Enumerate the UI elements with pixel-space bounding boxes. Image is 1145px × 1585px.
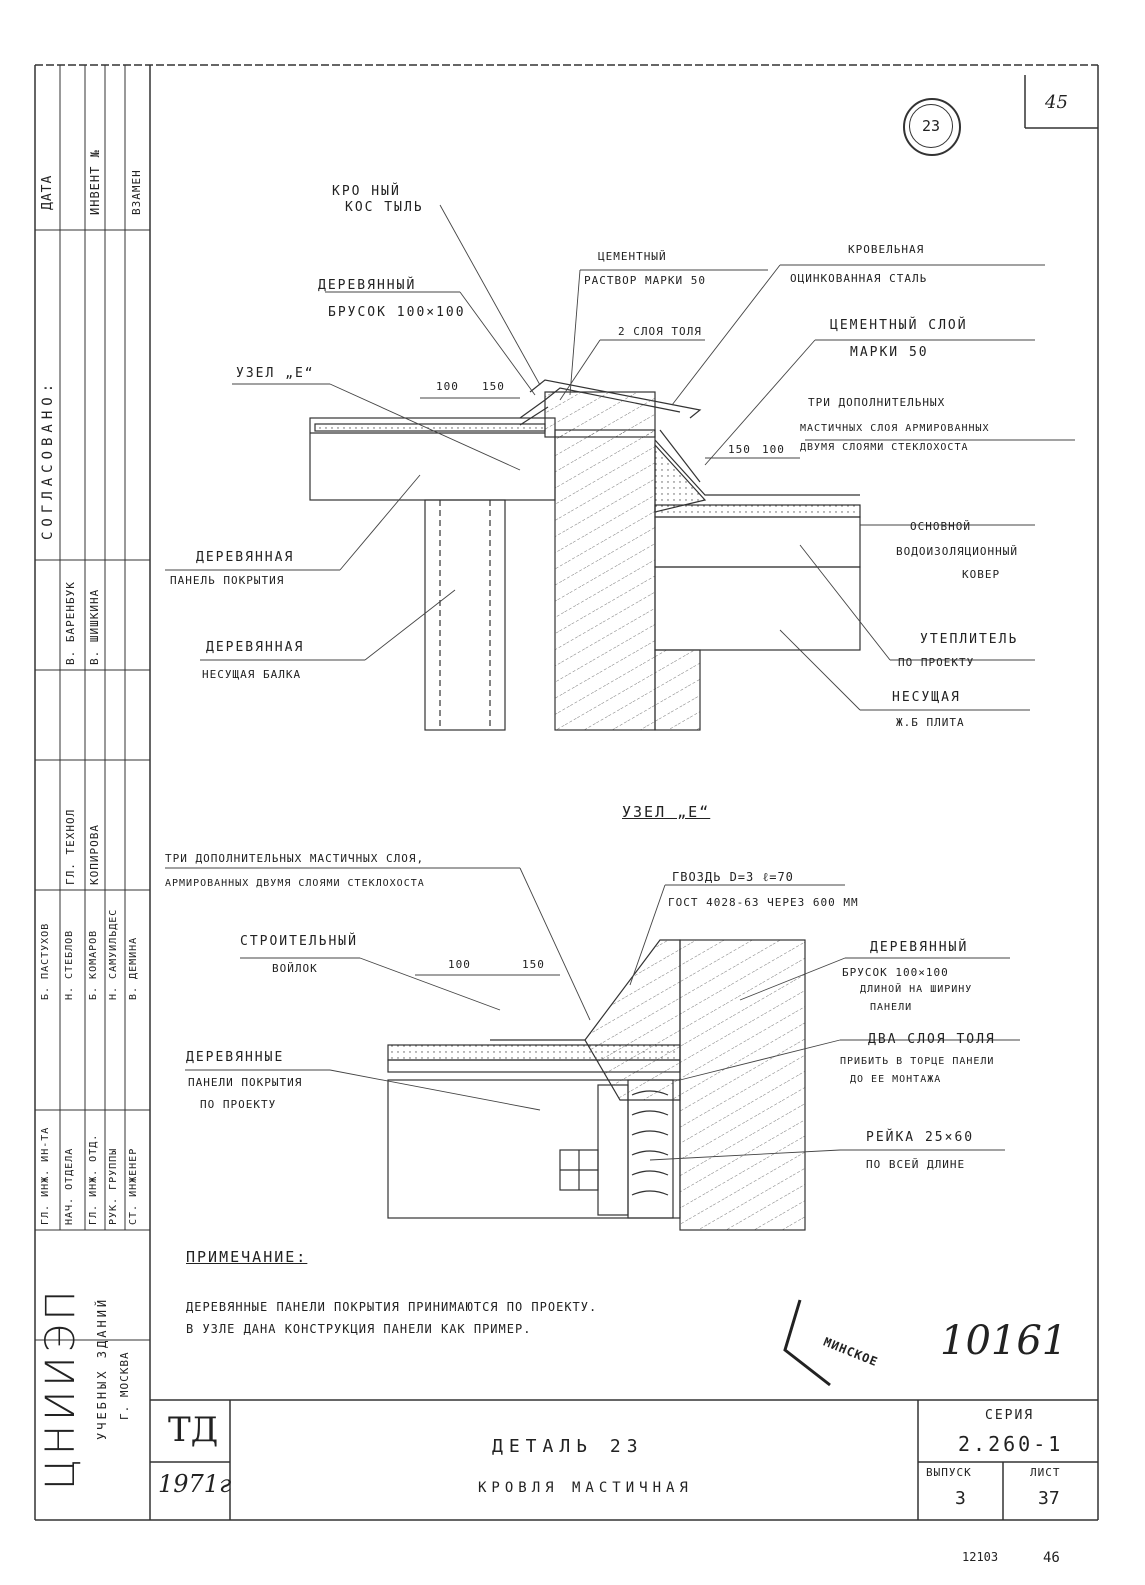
node-e-reyka-2: ПО ВСЕЙ ДЛИНЕ <box>866 1158 966 1171</box>
label-nesushchaya-2: Ж.Б ПЛИТА <box>896 716 965 729</box>
year-label: 1971г <box>158 1470 232 1498</box>
note-title: ПРИМЕЧАНИЕ: <box>186 1248 308 1266</box>
node-e-voylok-1: СТРОИТЕЛЬНЫЙ <box>240 934 358 949</box>
strip-signer-3: Б. КОМАРОВ <box>88 929 99 1000</box>
label-krov-stal-2: ОЦИНКОВАННАЯ СТАЛЬ <box>790 272 928 285</box>
node-e-dim-150: 150 <box>522 958 545 971</box>
label-kostyl-2: КОС ТЫЛЬ <box>345 200 424 215</box>
td-label: ТД <box>168 1410 219 1450</box>
strip-name-2: В. ШИШКИНА <box>88 588 101 665</box>
dim-100-left: 100 <box>436 380 459 393</box>
strip-extra-1: ГЛ. ТЕХНОЛ <box>64 808 77 885</box>
org-sub-2: Г. МОСКВА <box>118 1351 131 1420</box>
org-logo: ЦНИИЭП <box>38 1286 84 1490</box>
vypusk-label: ВЫПУСК <box>926 1466 972 1479</box>
strip-signer-2: Н. СТЕБЛОВ <box>64 929 75 1000</box>
label-krov-stal-1: КРОВЕЛЬНАЯ <box>848 243 925 256</box>
label-tri-dop-1: ТРИ ДОПОЛНИТЕЛЬНЫХ <box>808 396 946 409</box>
node-e-gvozd-1: ГВОЗДЬ D=3 ℓ=70 <box>672 870 794 884</box>
label-tri-dop-2: МАСТИЧНЫХ СЛОЯ АРМИРОВАННЫХ <box>800 423 990 434</box>
detail-title: ДЕТАЛЬ 23 <box>492 1436 644 1457</box>
strip-name-1: В. БАРЕНБУК <box>64 581 77 665</box>
label-balka-1: ДЕРЕВЯННАЯ <box>206 640 305 655</box>
label-nesushchaya-1: НЕСУЩАЯ <box>892 690 961 705</box>
strip-signer-5: В. ДЕМИНА <box>128 936 139 1000</box>
strip-role-4: РУК. ГРУППЫ <box>108 1147 119 1225</box>
strip-role-5: СТ. ИНЖЕНЕР <box>128 1147 139 1225</box>
node-e-paneli-3: ПО ПРОЕКТУ <box>200 1098 277 1111</box>
label-cem-sloy-2: МАРКИ 50 <box>850 345 929 360</box>
label-panel-1: ДЕРЕВЯННАЯ <box>196 550 295 565</box>
node-e-paneli-1: ДЕРЕВЯННЫЕ <box>186 1050 285 1065</box>
strip-signer-1: Б. ПАСТУХОВ <box>40 922 51 1000</box>
handwritten-number: 10161 <box>940 1318 1068 1364</box>
strip-header-invent: ИНВЕНТ № <box>88 149 102 215</box>
label-osnovnoy-3: КОВЕР <box>962 568 1001 581</box>
node-e-voylok-2: ВОЙЛОК <box>272 962 318 975</box>
detail-subtitle: КРОВЛЯ МАСТИЧНАЯ <box>478 1480 693 1496</box>
node-e-dim-100: 100 <box>448 958 471 971</box>
bottom-number-1: 12103 <box>962 1550 999 1564</box>
label-uzel-ref: УЗЕЛ „Е“ <box>236 366 315 381</box>
node-e-title: УЗЕЛ „Е“ <box>622 803 711 821</box>
node-e-tri-dop-2: АРМИРОВАННЫХ ДВУМЯ СЛОЯМИ СТЕКЛОХОСТА <box>165 878 425 889</box>
dim-150-left: 150 <box>482 380 505 393</box>
label-cem-sloy-1: ЦЕМЕНТНЫЙ СЛОЙ <box>830 318 968 333</box>
label-balka-2: НЕСУЩАЯ БАЛКА <box>202 668 302 681</box>
dim-150-right: 150 <box>728 443 751 456</box>
label-osnovnoy-1: ОСНОВНОЙ <box>910 520 971 533</box>
strip-soglasovano: СОГЛАСОВАНО: <box>40 378 56 540</box>
label-osnovnoy-2: ВОДОИЗОЛЯЦИОННЫЙ <box>896 545 1018 558</box>
node-e-gvozd-2: ГОСТ 4028-63 ЧЕРЕЗ 600 ММ <box>668 896 859 909</box>
bottom-number-2: 46 <box>1043 1550 1060 1566</box>
vypusk-value: 3 <box>955 1488 966 1509</box>
strip-role-2: НАЧ. ОТДЕЛА <box>64 1147 75 1225</box>
strip-header-date: ДАТА <box>40 174 55 210</box>
series-value: 2.260-1 <box>958 1432 1064 1456</box>
label-tri-dop-3: ДВУМЯ СЛОЯМИ СТЕКЛОХОСТА <box>800 442 969 453</box>
label-kostyl-1: КРО НЫЙ <box>332 184 401 199</box>
detail-number: 23 <box>909 104 953 148</box>
strip-role-1: ГЛ. ИНЖ. ИН-ТА <box>40 1126 51 1225</box>
series-label: СЕРИЯ <box>985 1408 1035 1423</box>
node-e-dva-sloya-1: ДВА СЛОЯ ТОЛЯ <box>868 1032 996 1047</box>
sheet-number: 45 <box>1045 92 1068 113</box>
strip-header-vzamen: ВЗАМЕН <box>130 169 143 215</box>
node-e-dva-sloya-3: ДО ЕЕ МОНТАЖА <box>850 1074 942 1085</box>
note-line-2: В УЗЛЕ ДАНА КОНСТРУКЦИЯ ПАНЕЛИ КАК ПРИМЕР. <box>186 1322 532 1336</box>
node-e-reyka-1: РЕЙКА 25×60 <box>866 1130 975 1145</box>
strip-extra-2: КОПИРОВА <box>88 824 101 885</box>
node-e-brusok-1: ДЕРЕВЯННЫЙ <box>870 940 969 955</box>
label-panel-2: ПАНЕЛЬ ПОКРЫТИЯ <box>170 574 285 587</box>
node-e-brusok-2: БРУСОК 100×100 <box>842 966 949 979</box>
dim-100-right: 100 <box>762 443 785 456</box>
list-value: 37 <box>1038 1488 1060 1509</box>
node-e-tri-dop-1: ТРИ ДОПОЛНИТЕЛЬНЫХ МАСТИЧНЫХ СЛОЯ, <box>165 852 425 865</box>
note-line-1: ДЕРЕВЯННЫЕ ПАНЕЛИ ПОКРЫТИЯ ПРИНИМАЮТСЯ ПО ПРОЕКТУ. <box>186 1300 598 1314</box>
detail-number-circle <box>903 98 961 156</box>
node-e-brusok-3: ДЛИНОЙ НА ШИРИНУ <box>860 984 973 995</box>
strip-role-3: ГЛ. ИНЖ. ОТД. <box>88 1133 99 1225</box>
node-e-paneli-2: ПАНЕЛИ ПОКРЫТИЯ <box>188 1076 303 1089</box>
node-e-brusok-4: ПАНЕЛИ <box>870 1002 913 1013</box>
node-e-dva-sloya-2: ПРИБИТЬ В ТОРЦЕ ПАНЕЛИ <box>840 1056 995 1067</box>
org-sub-1: УЧЕБНЫХ ЗДАНИЙ <box>95 1296 109 1440</box>
stamp-text: МИНСКОЕ <box>821 1334 881 1370</box>
label-brusok-1: ДЕРЕВЯННЫЙ <box>318 278 417 293</box>
label-cem-rastvor-2: РАСТВОР МАРКИ 50 <box>584 274 706 287</box>
strip-signer-4: Н. САМУИЛЬДЕС <box>108 908 119 1000</box>
list-label: ЛИСТ <box>1030 1466 1061 1479</box>
label-uteplitel-1: УТЕПЛИТЕЛЬ <box>920 632 1019 647</box>
label-uteplitel-2: ПО ПРОЕКТУ <box>898 656 975 669</box>
label-2-sloya: 2 СЛОЯ ТОЛЯ <box>618 325 702 338</box>
label-brusok-2: БРУСОК 100×100 <box>328 305 466 320</box>
label-cem-rastvor-1: ЦЕМЕНТНЫЙ <box>598 250 667 263</box>
